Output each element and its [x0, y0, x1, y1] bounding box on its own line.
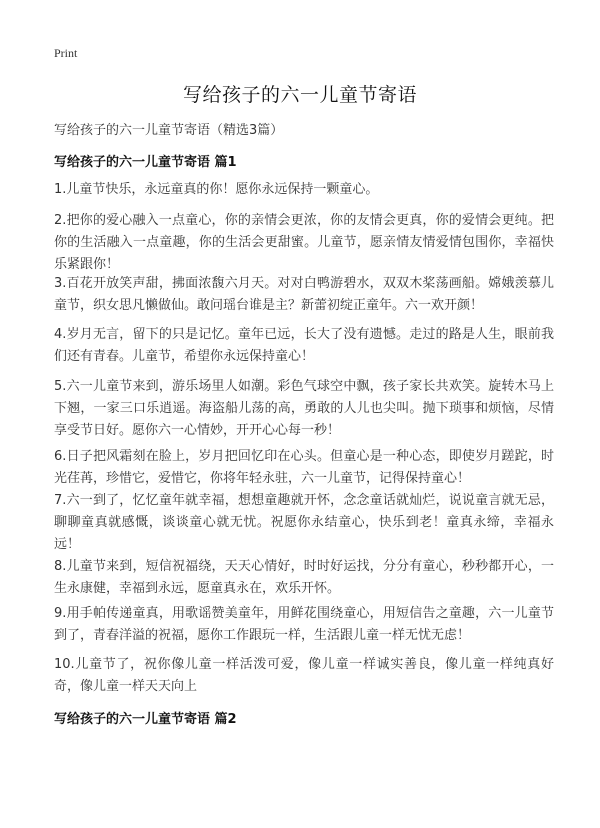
paragraph-10: 10.儿童节了，祝你像儿童一样活泼可爱，像儿童一样诚实善良，像儿童一样纯真好奇，像儿童一样天天向上	[54, 657, 554, 694]
paragraph-4: 4.岁月无言，留下的只是记忆。童年已远，长大了没有遗憾。走过的路是人生，眼前我们还有青春。儿童节，希望你永远保持童心！	[54, 327, 554, 364]
paragraph-5: 5.六一儿童节来到，游乐场里人如潮。彩色气球空中飘，孩子家长共欢笑。旋转木马上下翘，一家三口乐逍遥。海盗船儿荡的高，勇敢的人儿也尖叫。抛下琐事和烦恼，尽情享受节日好。愿你六一心情妙，开开心心每一秒！	[54, 379, 554, 438]
paragraph-6: 6.日子把风霜刻在脸上，岁月把回忆印在心头。但童心是一种心态，即使岁月蹉跎，时光荏苒，珍惜它，爱惜它，你将年轻永驻，六一儿童节，记得保持童心！	[54, 449, 554, 486]
paragraph-8: 8.儿童节来到，短信祝福绕，天天心情好，时时好运找，分分有童心，秒秒都开心，一生永康健，幸福到永远，愿童真永在，欢乐开怀。	[54, 559, 554, 596]
section-heading-1: 写给孩子的六一儿童节寄语 篇1	[54, 155, 237, 170]
paragraph-3: 3.百花开放笑声甜，拂面浓馥六月天。对对白鸭游碧水，双双木桨荡画船。嫦娥羡慕儿童节，织女思凡懒做仙。敢问瑶台谁是主？新蕾初绽正童年。六一欢开颜！	[54, 276, 554, 313]
paragraph-9: 9.用手帕传递童真，用歌谣赞美童年，用鲜花围绕童心，用短信告之童趣，六一儿童节到了，青春洋溢的祝福，愿你工作跟玩一样，生活跟儿童一样无忧无虑！	[54, 606, 554, 643]
page-subtitle: 写给孩子的六一儿童节寄语（精选3篇）	[54, 123, 284, 138]
section-heading-2: 写给孩子的六一儿童节寄语 篇2	[54, 712, 237, 727]
page-title: 写给孩子的六一儿童节寄语	[182, 84, 417, 106]
print-link[interactable]: Print	[54, 46, 78, 60]
paragraph-7: 7.六一到了，忆忆童年就幸福，想想童趣就开怀，念念童话就灿烂，说说童言就无忌，聊聊童真就感慨，谈谈童心就无忧。祝愿你永结童心，快乐到老！童真永缔，幸福永远！	[54, 493, 554, 552]
paragraph-1: 1.儿童节快乐，永远童真的你！愿你永远保持一颗童心。	[54, 182, 379, 197]
paragraph-2: 2.把你的爱心融入一点童心，你的亲情会更浓，你的友情会更真，你的爱情会更纯。把你的生活融入一点童趣，你的生活会更甜蜜。儿童节，愿亲情友情爱情包围你，幸福快乐紧跟你！	[54, 213, 554, 272]
